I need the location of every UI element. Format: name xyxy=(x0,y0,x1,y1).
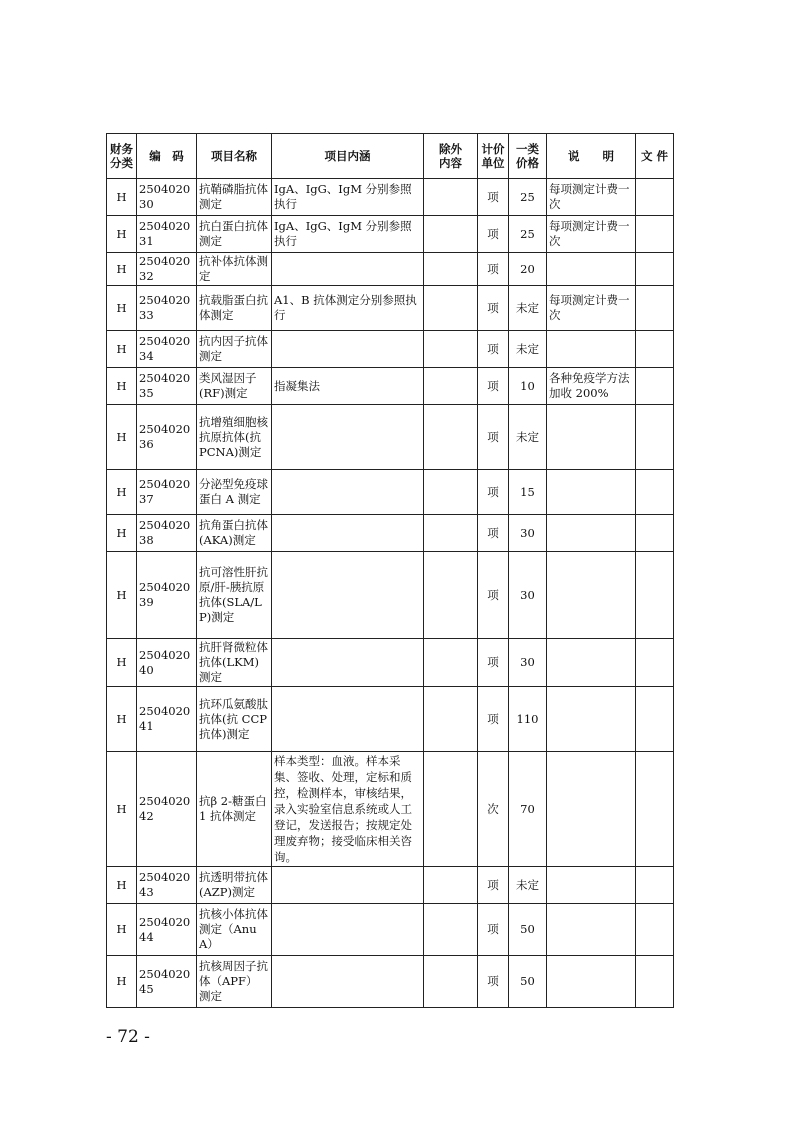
row-document xyxy=(636,867,674,904)
row-content xyxy=(272,331,424,368)
row-name: 抗肝肾微粒体抗体(LKM)测定 xyxy=(197,639,272,687)
row-document xyxy=(636,331,674,368)
row-code: 250402045 xyxy=(137,956,197,1008)
table-row xyxy=(107,687,674,752)
row-excluded xyxy=(424,956,478,1008)
row-note xyxy=(547,639,636,687)
table-row xyxy=(107,552,674,639)
row-price: 70 xyxy=(509,752,547,867)
row-unit: 项 xyxy=(478,867,509,904)
row-excluded xyxy=(424,470,478,515)
row-name: 抗载脂蛋白抗体测定 xyxy=(197,286,272,331)
row-price: 10 xyxy=(509,368,547,405)
row-unit: 项 xyxy=(478,253,509,286)
row-document xyxy=(636,253,674,286)
row-document xyxy=(636,552,674,639)
row-name: 抗内因子抗体测定 xyxy=(197,331,272,368)
header-price: 一类 价格 xyxy=(509,134,547,179)
row-excluded xyxy=(424,552,478,639)
row-name: 分泌型免疫球蛋白 A 测定 xyxy=(197,470,272,515)
row-code: 250402043 xyxy=(137,867,197,904)
row-content xyxy=(272,253,424,286)
row-note: 每项测定计费一次 xyxy=(547,216,636,253)
header-code: 编 码 xyxy=(137,134,197,179)
row-content: 指凝集法 xyxy=(272,368,424,405)
row-name: 抗透明带抗体(AZP)测定 xyxy=(197,867,272,904)
row-excluded xyxy=(424,904,478,956)
row-excluded xyxy=(424,179,478,216)
table-row xyxy=(107,515,674,552)
row-note xyxy=(547,253,636,286)
row-price: 未定 xyxy=(509,405,547,470)
row-unit: 项 xyxy=(478,470,509,515)
table-row xyxy=(107,956,674,1008)
row-code: 250402044 xyxy=(137,904,197,956)
header-category: 财务 分类 xyxy=(107,134,137,179)
table-row xyxy=(107,904,674,956)
row-unit: 项 xyxy=(478,368,509,405)
row-unit: 项 xyxy=(478,286,509,331)
header-name: 项目名称 xyxy=(197,134,272,179)
row-price: 110 xyxy=(509,687,547,752)
row-category: H xyxy=(107,368,137,405)
row-category: H xyxy=(107,253,137,286)
row-note xyxy=(547,904,636,956)
row-note xyxy=(547,470,636,515)
row-excluded xyxy=(424,687,478,752)
row-note xyxy=(547,687,636,752)
table-row xyxy=(107,368,674,405)
row-note xyxy=(547,515,636,552)
row-category: H xyxy=(107,405,137,470)
row-content xyxy=(272,405,424,470)
row-price: 未定 xyxy=(509,867,547,904)
row-unit: 项 xyxy=(478,405,509,470)
row-note xyxy=(547,956,636,1008)
header-excluded: 除外 内容 xyxy=(424,134,478,179)
row-unit: 项 xyxy=(478,639,509,687)
row-price: 未定 xyxy=(509,331,547,368)
row-document xyxy=(636,179,674,216)
table-body xyxy=(107,179,674,1008)
row-document xyxy=(636,904,674,956)
row-document xyxy=(636,752,674,867)
row-content xyxy=(272,552,424,639)
table-row xyxy=(107,470,674,515)
row-price: 未定 xyxy=(509,286,547,331)
row-unit: 项 xyxy=(478,552,509,639)
row-code: 250402039 xyxy=(137,552,197,639)
row-excluded xyxy=(424,286,478,331)
header-document: 文 件 xyxy=(636,134,674,179)
table-row xyxy=(107,867,674,904)
row-content xyxy=(272,687,424,752)
row-price: 25 xyxy=(509,179,547,216)
row-name: 抗可溶性肝抗原/肝-胰抗原抗体(SLA/LP)测定 xyxy=(197,552,272,639)
row-document xyxy=(636,216,674,253)
table-row xyxy=(107,216,674,253)
row-code: 250402035 xyxy=(137,368,197,405)
row-content: IgA、IgG、IgM 分别参照执行 xyxy=(272,216,424,253)
row-code: 250402036 xyxy=(137,405,197,470)
row-name: 抗核周因子抗体（APF）测定 xyxy=(197,956,272,1008)
row-excluded xyxy=(424,253,478,286)
row-excluded xyxy=(424,368,478,405)
row-category: H xyxy=(107,552,137,639)
row-code: 250402031 xyxy=(137,216,197,253)
row-note: 各种免疫学方法加收 200% xyxy=(547,368,636,405)
table-row xyxy=(107,752,674,867)
row-document xyxy=(636,515,674,552)
row-document xyxy=(636,286,674,331)
row-category: H xyxy=(107,867,137,904)
row-note xyxy=(547,752,636,867)
row-excluded xyxy=(424,639,478,687)
table-row xyxy=(107,331,674,368)
row-unit: 项 xyxy=(478,687,509,752)
row-price: 50 xyxy=(509,904,547,956)
row-excluded xyxy=(424,216,478,253)
row-name: 抗环瓜氨酸肽抗体(抗 CCP 抗体)测定 xyxy=(197,687,272,752)
header-note: 说 明 xyxy=(547,134,636,179)
row-category: H xyxy=(107,470,137,515)
row-excluded xyxy=(424,405,478,470)
table-header-row xyxy=(107,134,674,179)
row-excluded xyxy=(424,331,478,368)
row-name: 抗补体抗体测定 xyxy=(197,253,272,286)
row-name: 抗核小体抗体测定（AnuA） xyxy=(197,904,272,956)
row-document xyxy=(636,956,674,1008)
row-unit: 项 xyxy=(478,904,509,956)
row-unit: 次 xyxy=(478,752,509,867)
row-content: IgA、IgG、IgM 分别参照执行 xyxy=(272,179,424,216)
row-note xyxy=(547,331,636,368)
row-name: 抗β 2-糖蛋白 1 抗体测定 xyxy=(197,752,272,867)
row-price: 20 xyxy=(509,253,547,286)
row-category: H xyxy=(107,179,137,216)
table-row xyxy=(107,253,674,286)
row-content xyxy=(272,956,424,1008)
row-category: H xyxy=(107,904,137,956)
row-content xyxy=(272,867,424,904)
row-price: 50 xyxy=(509,956,547,1008)
table-row xyxy=(107,639,674,687)
row-document xyxy=(636,639,674,687)
row-category: H xyxy=(107,639,137,687)
row-code: 250402040 xyxy=(137,639,197,687)
row-category: H xyxy=(107,687,137,752)
row-name: 抗增殖细胞核抗原抗体(抗 PCNA)测定 xyxy=(197,405,272,470)
row-excluded xyxy=(424,752,478,867)
row-document xyxy=(636,470,674,515)
row-name: 类风湿因子(RF)测定 xyxy=(197,368,272,405)
row-unit: 项 xyxy=(478,956,509,1008)
row-code: 250402032 xyxy=(137,253,197,286)
row-category: H xyxy=(107,286,137,331)
fee-table xyxy=(106,133,674,1008)
row-document xyxy=(636,368,674,405)
table-row xyxy=(107,286,674,331)
row-code: 250402037 xyxy=(137,470,197,515)
header-unit: 计价 单位 xyxy=(478,134,509,179)
row-document xyxy=(636,405,674,470)
row-code: 250402042 xyxy=(137,752,197,867)
row-content: 样本类型：血液。样本采集、签收、处理，定标和质控，检测样本，审核结果，录入实验室信息系统或人工登记，发送报告；按规定处理废弃物；接受临床相关咨询。 xyxy=(272,752,424,867)
row-category: H xyxy=(107,956,137,1008)
row-category: H xyxy=(107,515,137,552)
row-code: 250402041 xyxy=(137,687,197,752)
row-code: 250402038 xyxy=(137,515,197,552)
row-excluded xyxy=(424,867,478,904)
row-unit: 项 xyxy=(478,515,509,552)
row-category: H xyxy=(107,216,137,253)
row-price: 30 xyxy=(509,639,547,687)
row-note xyxy=(547,552,636,639)
row-document xyxy=(636,687,674,752)
row-content xyxy=(272,639,424,687)
header-content: 项目内涵 xyxy=(272,134,424,179)
row-name: 抗角蛋白抗体(AKA)测定 xyxy=(197,515,272,552)
row-note xyxy=(547,867,636,904)
row-name: 抗鞘磷脂抗体测定 xyxy=(197,179,272,216)
page-number: - 72 - xyxy=(106,1027,150,1047)
row-unit: 项 xyxy=(478,331,509,368)
row-content xyxy=(272,515,424,552)
row-name: 抗白蛋白抗体测定 xyxy=(197,216,272,253)
row-content: A1、B 抗体测定分别参照执行 xyxy=(272,286,424,331)
row-code: 250402030 xyxy=(137,179,197,216)
row-category: H xyxy=(107,331,137,368)
row-excluded xyxy=(424,515,478,552)
row-unit: 项 xyxy=(478,216,509,253)
table-row xyxy=(107,405,674,470)
row-price: 30 xyxy=(509,515,547,552)
row-code: 250402033 xyxy=(137,286,197,331)
table-row xyxy=(107,179,674,216)
row-content xyxy=(272,470,424,515)
row-content xyxy=(272,904,424,956)
row-price: 30 xyxy=(509,552,547,639)
row-note: 每项测定计费一次 xyxy=(547,286,636,331)
row-price: 15 xyxy=(509,470,547,515)
row-price: 25 xyxy=(509,216,547,253)
row-note xyxy=(547,405,636,470)
row-category: H xyxy=(107,752,137,867)
row-unit: 项 xyxy=(478,179,509,216)
row-code: 250402034 xyxy=(137,331,197,368)
row-note: 每项测定计费一次 xyxy=(547,179,636,216)
